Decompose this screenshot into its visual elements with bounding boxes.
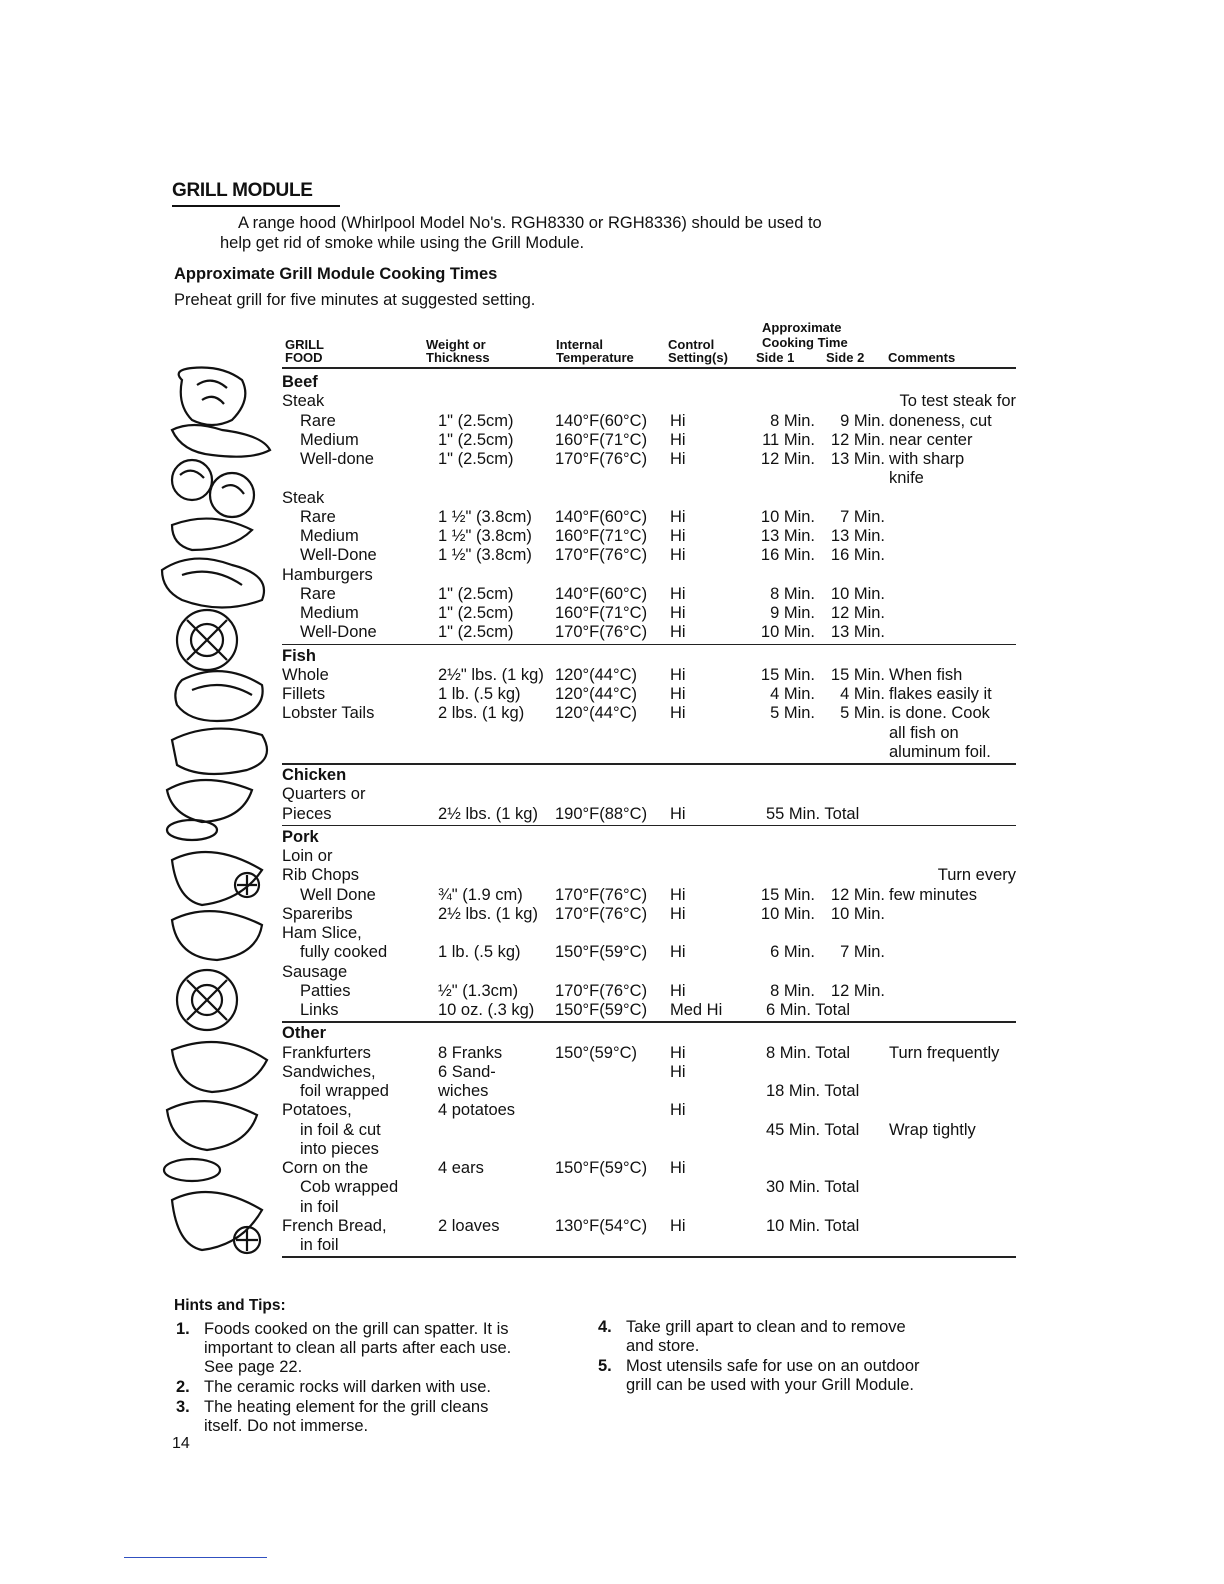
header-settings: Setting(s) (668, 350, 728, 365)
control-setting: Hi (670, 904, 686, 923)
side-1-time: 8 Min. (770, 981, 815, 1000)
weight-value: 2 loaves (438, 1216, 500, 1235)
side-2-time: 10 Min. (830, 904, 885, 923)
food-name: Hamburgers (282, 565, 373, 584)
control-setting: Hi (670, 885, 686, 904)
temperature-value: 170°F(76°C) (555, 904, 648, 923)
side-2-time: 7 Min. (840, 943, 885, 962)
food-name: Sausage (282, 962, 348, 981)
side-2-time: 7 Min. (840, 507, 885, 526)
hint-item (176, 1320, 596, 1377)
temperature-value: 120°(44°C) (555, 685, 637, 703)
food-name: Sandwiches, (282, 1062, 376, 1081)
side-1-time: 9 Min. (770, 604, 815, 622)
side-1-time: 13 Min. (760, 527, 815, 545)
temperature-value: 170°F(76°C) (555, 981, 648, 1000)
header-comments: Comments (888, 350, 956, 365)
food-name: Frankfurters (282, 1043, 371, 1062)
food-name: in foil & cut (300, 1120, 381, 1139)
side-1-time: 8 Min. (770, 411, 815, 430)
hint-text: grill can be used with your Grill Module. (626, 1376, 914, 1394)
weight-value: 1" (2.5cm) (438, 411, 514, 430)
comment: knife (889, 469, 924, 488)
hint-text: and store. (626, 1337, 700, 1355)
weight-value: 1" (2.5cm) (438, 450, 514, 468)
total-time: 45 Min. Total (766, 1120, 860, 1139)
category-other: Other (282, 1024, 327, 1043)
food-name: Spareribs (282, 904, 353, 923)
weight-value: 2½ lbs. (1 kg) (438, 804, 538, 823)
category-fish: Fish (282, 646, 316, 665)
control-setting: Hi (670, 804, 686, 823)
section-rule (282, 644, 1016, 646)
food-name: foil wrapped (300, 1082, 389, 1100)
temperature-value: 190°F(88°C) (555, 804, 648, 823)
control-setting: Hi (670, 1159, 686, 1177)
food-name: Cob wrapped (300, 1178, 399, 1197)
hint-text: Foods cooked on the grill can spatter. It is (204, 1320, 509, 1338)
total-time: 30 Min. Total (766, 1178, 860, 1197)
weight-value: 1 ½" (3.8cm) (438, 507, 532, 526)
comment: with sharp (889, 450, 965, 468)
food-name: Pieces (282, 804, 332, 823)
hint-text: itself. Do not immerse. (204, 1417, 369, 1435)
header-thickness: Thickness (426, 350, 490, 365)
temperature-value: 170°F(76°C) (555, 546, 648, 565)
hint-item (598, 1357, 1018, 1395)
comment: Wrap tightly (889, 1120, 976, 1139)
temperature-value: 170°F(76°C) (555, 450, 648, 468)
food-name: Patties (300, 981, 351, 1000)
weight-value: 1" (2.5cm) (438, 584, 514, 603)
hint-number: 5. (598, 1357, 612, 1375)
temperature-value: 140°F(60°C) (555, 584, 648, 603)
category-chicken: Chicken (282, 766, 347, 784)
side-2-time: 15 Min. (830, 665, 885, 684)
intro-line-1: A range hood (Whirlpool Model No's. RGH8330 or RGH8336) should be used to (238, 214, 822, 232)
header-side-1: Side 1 (756, 350, 795, 365)
hint-item (176, 1398, 596, 1436)
section-title: GRILL MODULE (172, 180, 313, 201)
food-name: Steak (282, 392, 325, 411)
food-name: Lobster Tails (282, 704, 375, 723)
food-name: Medium (300, 527, 359, 545)
weight-value: 2 lbs. (1 kg) (438, 704, 525, 723)
food-name: Corn on the (282, 1159, 369, 1177)
temperature-value: 150°(59°C) (555, 1043, 637, 1062)
control-setting: Hi (670, 527, 686, 545)
control-setting: Hi (670, 1101, 686, 1120)
hint-number: 1. (176, 1320, 190, 1338)
temperature-value: 170°F(76°C) (555, 623, 648, 642)
control-setting: Hi (670, 604, 686, 622)
food-name: Rib Chops (282, 866, 360, 885)
weight-value: 1" (2.5cm) (438, 604, 514, 622)
control-setting: Hi (670, 584, 686, 603)
side-2-time: 12 Min. (830, 885, 885, 904)
temperature-value: 130°F(54°C) (555, 1216, 648, 1235)
food-name: Whole (282, 665, 329, 684)
food-name: French Bread, (282, 1216, 387, 1235)
side-1-time: 6 Min. (770, 943, 815, 962)
comment: all fish on (889, 723, 959, 742)
side-1-time: 12 Min. (760, 450, 815, 468)
food-name: Ham Slice, (282, 924, 362, 942)
header-temperature: Temperature (556, 350, 634, 365)
side-1-time: 10 Min. (760, 904, 815, 923)
side-1-time: 5 Min. (770, 704, 815, 723)
food-name: Rare (300, 411, 336, 430)
comment: Turn every (937, 866, 1016, 885)
category-pork: Pork (282, 827, 319, 846)
hints-title: Hints and Tips: (174, 1297, 286, 1314)
side-2-time: 12 Min. (830, 604, 885, 622)
food-name: Well-done (300, 450, 374, 468)
weight-value: 8 Franks (438, 1043, 503, 1062)
header-internal: Internal (556, 337, 603, 352)
weight-value: 2½ lbs. (1 kg) (438, 904, 538, 923)
preheat-note: Preheat grill for five minutes at suggested setting. (174, 291, 536, 309)
control-setting: Hi (670, 1062, 686, 1081)
comment: flakes easily it (889, 685, 992, 703)
food-name: Rare (300, 584, 336, 603)
food-name: in foil (300, 1236, 339, 1254)
comment: aluminum foil. (889, 742, 991, 761)
total-time: 6 Min. Total (766, 1001, 851, 1019)
side-1-time: 11 Min. (762, 430, 815, 449)
hint-text: The heating element for the grill cleans (204, 1398, 489, 1416)
header-cooking-time: Cooking Time (762, 335, 848, 350)
temperature-value: 140°F(60°C) (555, 411, 648, 430)
food-name: Medium (300, 604, 359, 622)
total-time: 18 Min. Total (766, 1082, 860, 1100)
temperature-value: 140°F(60°C) (555, 507, 648, 526)
hint-number: 4. (598, 1318, 612, 1336)
temperature-value: 150°F(59°C) (555, 1001, 648, 1019)
temperature-value: 150°F(59°C) (555, 943, 648, 962)
food-name: Potatoes, (282, 1101, 352, 1120)
temperature-value: 160°F(71°C) (555, 527, 648, 545)
side-2-time: 13 Min. (830, 450, 885, 468)
food-name: Steak (282, 488, 325, 507)
control-setting: Hi (670, 546, 686, 565)
food-name: Well Done (300, 885, 376, 904)
comment: When fish (889, 665, 963, 684)
temperature-value: 160°F(71°C) (555, 430, 648, 449)
food-name: Links (300, 1001, 339, 1019)
control-setting: Hi (670, 943, 686, 962)
hint-text: important to clean all parts after each use. (204, 1339, 512, 1357)
side-2-time: 10 Min. (830, 584, 885, 603)
weight-value: 4 potatoes (438, 1101, 516, 1120)
total-time: 55 Min. Total (766, 804, 860, 823)
intro-line-2: help get rid of smoke while using the Grill Module. (220, 234, 585, 252)
weight-value: 10 oz. (.3 kg) (438, 1001, 535, 1019)
hint-text: Most utensils safe for use on an outdoor (626, 1357, 920, 1375)
control-setting: Hi (670, 1043, 686, 1062)
total-time: 10 Min. Total (766, 1216, 860, 1235)
bottom-underline (124, 1557, 267, 1558)
temperature-value: 120°(44°C) (555, 665, 637, 684)
side-1-time: 4 Min. (770, 685, 815, 703)
side-1-time: 10 Min. (760, 507, 815, 526)
side-2-time: 16 Min. (830, 546, 885, 565)
hint-number: 2. (176, 1378, 190, 1396)
weight-value: wiches (438, 1082, 489, 1100)
food-name: Rare (300, 507, 336, 526)
side-1-time: 16 Min. (760, 546, 815, 565)
hint-text: Take grill apart to clean and to remove (626, 1318, 906, 1336)
section-rule (282, 1021, 1016, 1023)
hint-item (598, 1318, 1018, 1356)
weight-value: ¾" (1.9 cm) (438, 885, 523, 904)
control-setting: Hi (670, 450, 686, 468)
title-underline (172, 205, 340, 207)
side-1-time: 15 Min. (760, 665, 815, 684)
weight-value: 1 ½" (3.8cm) (438, 546, 532, 565)
temperature-value: 160°F(71°C) (555, 604, 648, 622)
section-rule (282, 1256, 1016, 1258)
control-setting: Hi (670, 507, 686, 526)
food-name: Medium (300, 430, 359, 449)
weight-value: ½" (1.3cm) (438, 981, 519, 1000)
side-2-time: 13 Min. (830, 623, 885, 642)
side-2-time: 4 Min. (840, 685, 885, 703)
food-name: fully cooked (300, 943, 388, 962)
control-setting: Hi (670, 685, 686, 703)
food-name: in foil (300, 1197, 339, 1216)
header-weight: Weight or (426, 337, 486, 352)
side-2-time: 12 Min. (830, 430, 885, 449)
comment: Turn frequently (889, 1043, 1000, 1062)
weight-value: 1" (2.5cm) (438, 430, 514, 449)
hint-text: The ceramic rocks will darken with use. (204, 1378, 492, 1396)
food-name: Fillets (282, 685, 326, 703)
grilled-food-illustration (152, 360, 282, 1280)
side-2-time: 9 Min. (840, 411, 885, 430)
control-setting: Hi (670, 430, 686, 449)
weight-value: 2½" lbs. (1 kg) (438, 665, 544, 684)
header-control: Control (668, 337, 715, 352)
side-1-time: 8 Min. (770, 584, 815, 603)
weight-value: 1 lb. (.5 kg) (438, 685, 521, 703)
control-setting: Hi (670, 623, 686, 642)
comment: near center (889, 430, 973, 449)
control-setting: Hi (670, 704, 686, 723)
control-setting: Hi (670, 981, 686, 1000)
control-setting: Med Hi (670, 1001, 723, 1019)
total-time: 8 Min. Total (766, 1043, 851, 1062)
comment: is done. Cook (889, 704, 990, 723)
header-rule (282, 367, 1016, 369)
side-1-time: 15 Min. (760, 885, 815, 904)
header-approximate: Approximate (762, 320, 842, 335)
side-2-time: 12 Min. (830, 981, 885, 1000)
food-name: into pieces (300, 1139, 379, 1158)
weight-value: 4 ears (438, 1159, 484, 1177)
hint-text: See page 22. (204, 1358, 303, 1376)
comment: doneness, cut (889, 411, 992, 430)
food-name: Well-Done (300, 546, 377, 565)
temperature-value: 150°F(59°C) (555, 1159, 648, 1177)
control-setting: Hi (670, 1216, 686, 1235)
weight-value: 1" (2.5cm) (438, 623, 514, 642)
header-grill: GRILL (285, 337, 324, 352)
weight-value: 6 Sand- (438, 1062, 496, 1081)
side-2-time: 13 Min. (830, 527, 885, 545)
side-1-time: 10 Min. (760, 623, 815, 642)
food-name: Loin or (282, 847, 333, 865)
comment: few minutes (889, 885, 978, 904)
control-setting: Hi (670, 411, 686, 430)
weight-value: 1 ½" (3.8cm) (438, 527, 532, 545)
comment: To test steak for (899, 392, 1016, 411)
page-number: 14 (172, 1435, 190, 1452)
food-name: Well-Done (300, 623, 377, 642)
section-rule (282, 825, 1016, 827)
control-setting: Hi (670, 665, 686, 684)
header-side-2: Side 2 (826, 350, 865, 365)
hint-number: 3. (176, 1398, 190, 1416)
hint-item (176, 1378, 596, 1397)
header-food: FOOD (285, 350, 323, 365)
temperature-value: 170°F(76°C) (555, 885, 648, 904)
category-beef: Beef (282, 373, 318, 391)
section-rule (282, 763, 1016, 765)
side-2-time: 5 Min. (840, 704, 885, 723)
temperature-value: 120°(44°C) (555, 704, 637, 723)
weight-value: 1 lb. (.5 kg) (438, 943, 521, 962)
food-name: Quarters or (282, 785, 366, 804)
subheading: Approximate Grill Module Cooking Times (174, 265, 498, 283)
